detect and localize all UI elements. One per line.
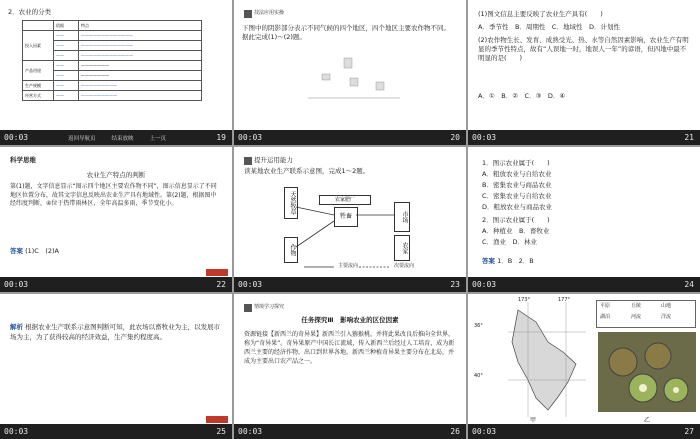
longitude-177: 177° — [558, 297, 571, 303]
tag-icon — [244, 10, 252, 18]
legend-mountain: 山地 — [661, 303, 672, 309]
slide-control[interactable] — [206, 416, 228, 423]
timer: 00:03 — [4, 280, 29, 289]
figure-label-b: 乙 — [644, 417, 651, 424]
timer: 00:03 — [472, 427, 497, 436]
nav-end[interactable]: 结束放映 — [111, 136, 134, 142]
question-2: 2．图示农业属于( ) — [482, 216, 550, 224]
section-tag: 技法应用实操 — [254, 10, 285, 16]
climate-chart — [304, 52, 404, 104]
resource-text: 资源链接【新西兰的奇异果】新西兰引入猕猴桃，并将此果改良后推向全世界，称为“奇异果”。奇异果原产中国长江流域，传入新西兰后经过人工培育，成为新西兰主要的经济作物，出口到世界各地。新西兰种植奇异果主要分布在北岛，并成为主要出口农产品之一。 — [244, 331, 455, 365]
tag-icon — [244, 304, 252, 312]
slide-21[interactable] — [468, 0, 700, 145]
nav-prev[interactable]: 上一页 — [149, 136, 167, 142]
option-a: A．粗放农业与自给农业 — [482, 170, 552, 178]
node-pasture: 天然牧草 — [284, 187, 298, 219]
timer: 00:03 — [472, 280, 497, 289]
question-2: (2)农作物生长、发育、成熟受光、热、水等自然因素影响，农业生产有明显的季节性特点，故有“人误地一时，地误人一年”的谚语，但四地中最不明显的是( ) — [478, 36, 689, 62]
slide-24[interactable] — [468, 147, 700, 292]
node-manure-plant: 农家肥厂 — [319, 195, 371, 205]
legend-river: 河流 — [631, 314, 642, 320]
timer: 00:03 — [238, 427, 263, 436]
answer-label: 答案 — [10, 247, 23, 255]
node-market: 市场 — [394, 202, 410, 232]
figure-label-a: 甲 — [530, 417, 537, 424]
nav-links — [30, 131, 204, 142]
slide-number: 26 — [450, 427, 460, 436]
timer: 00:03 — [4, 133, 29, 142]
legend-lake: 湖泊 — [600, 314, 611, 320]
slide-27[interactable] — [468, 294, 700, 439]
slide-22[interactable] — [0, 147, 232, 292]
status-bar — [0, 424, 232, 439]
slide-number: 21 — [684, 133, 694, 142]
map-legend — [596, 300, 696, 328]
answer: (1)C (2)A — [25, 247, 59, 255]
slide-25[interactable] — [0, 294, 232, 439]
status-bar — [0, 130, 232, 145]
classification-table: 依据 特点 投入因素 —— ————————————— —— ————————————— —— ————————————— 产品用途 —— ——————— —— ——————— 生产规模 —— ————————— 经营方式 —— ————————— — [22, 20, 202, 101]
section-tag: 提升运用能力 — [254, 156, 293, 164]
latitude-36: 36° — [474, 323, 483, 329]
status-bar — [234, 277, 466, 292]
node-crops: 作物 — [284, 237, 298, 263]
timer: 00:03 — [472, 133, 497, 142]
legend-current: 洋流 — [661, 314, 672, 320]
timer: 00:03 — [238, 280, 263, 289]
slide-number: 19 — [216, 133, 226, 142]
question-text: 读某地农业生产联系示意图，完成1～2题。 — [244, 167, 370, 175]
timer: 00:03 — [4, 427, 29, 436]
slide-19[interactable] — [0, 0, 232, 145]
option-ab: A．种植业 B．畜牧业 — [482, 227, 550, 235]
slide-20[interactable] — [234, 0, 466, 145]
answer-label: 答案 — [482, 257, 495, 265]
status-bar — [234, 130, 466, 145]
option-b: B．密集农业与商品农业 — [482, 181, 552, 189]
slide-26[interactable] — [234, 294, 466, 439]
status-bar — [0, 277, 232, 292]
longitude-173: 173° — [518, 297, 531, 303]
slide-number: 23 — [450, 280, 460, 289]
question-2-options: A．① B．② C．③ D．④ — [478, 92, 566, 100]
explanation: 第(1)题，文字信息显示“图示四个地区主要农作物不同”，图示信息显示了不同地区位置分布，故其文字信息反映出农业生产具有地域性。第(2)题，根据图中经纬度判断，④位于热带雨林区，全年高温多雨，季节变化小。 — [10, 183, 217, 207]
question-1: (1)图文信息主要反映了农业生产具有( ) — [478, 10, 603, 18]
slide-control[interactable] — [206, 269, 228, 276]
answer: 1．B 2．B — [497, 257, 534, 265]
status-bar — [468, 277, 700, 292]
legend-plain: 平原 — [600, 303, 611, 309]
slide-number: 25 — [216, 427, 226, 436]
question-1: 1．图示农业属于( ) — [482, 159, 550, 167]
nav-home[interactable]: 返回导航页 — [67, 136, 96, 142]
legend-hills: 丘陵 — [631, 303, 642, 309]
slide-23[interactable] — [234, 147, 466, 292]
latitude-40: 40° — [474, 373, 483, 379]
analysis-text: 根据农业生产联系示意图判断可知，此农场以畜牧业为主，以发展市场为主，为了获得较高的经济效益，生产集约程度高。 — [10, 323, 221, 341]
question-text: 下图中的阴影部分表示不同气候的四个地区，四个地区主要农作物不同。据此完成(1)～(2)题。 — [242, 24, 450, 41]
subtitle: 农业生产特点的判断 — [86, 171, 146, 179]
slide-number: 27 — [684, 427, 694, 436]
node-farmhouse: 农家 — [394, 235, 410, 261]
section-tag: 情境学习探究 — [254, 304, 285, 310]
option-cd: C．渔业 D．林业 — [482, 238, 538, 246]
nz-map — [488, 302, 588, 417]
timer: 00:03 — [238, 133, 263, 142]
question-1-options: A．季节性 B．周期性 C．地域性 D．计划性 — [478, 23, 620, 31]
analysis-label: 解析 — [10, 323, 23, 331]
legend-primary: 主要流向 — [338, 263, 359, 269]
node-livestock: 牲畜 — [334, 207, 358, 227]
slide-number: 24 — [684, 280, 694, 289]
task-title: 任务探究Ⅲ 影响农业的区位因素 — [301, 316, 399, 324]
status-bar — [468, 130, 700, 145]
slide-number: 20 — [450, 133, 460, 142]
slide-heading: 2．农业的分类 — [8, 8, 52, 16]
kiwifruit-photo — [598, 332, 696, 412]
section-title: 科学思维 — [10, 156, 36, 164]
slide-number: 22 — [216, 280, 226, 289]
legend-secondary: 次要流向 — [394, 263, 415, 269]
option-c: C．密集农业与自给农业 — [482, 192, 552, 200]
status-bar — [468, 424, 700, 439]
status-bar — [234, 424, 466, 439]
option-d: D．粗放农业与商品农业 — [482, 203, 553, 211]
